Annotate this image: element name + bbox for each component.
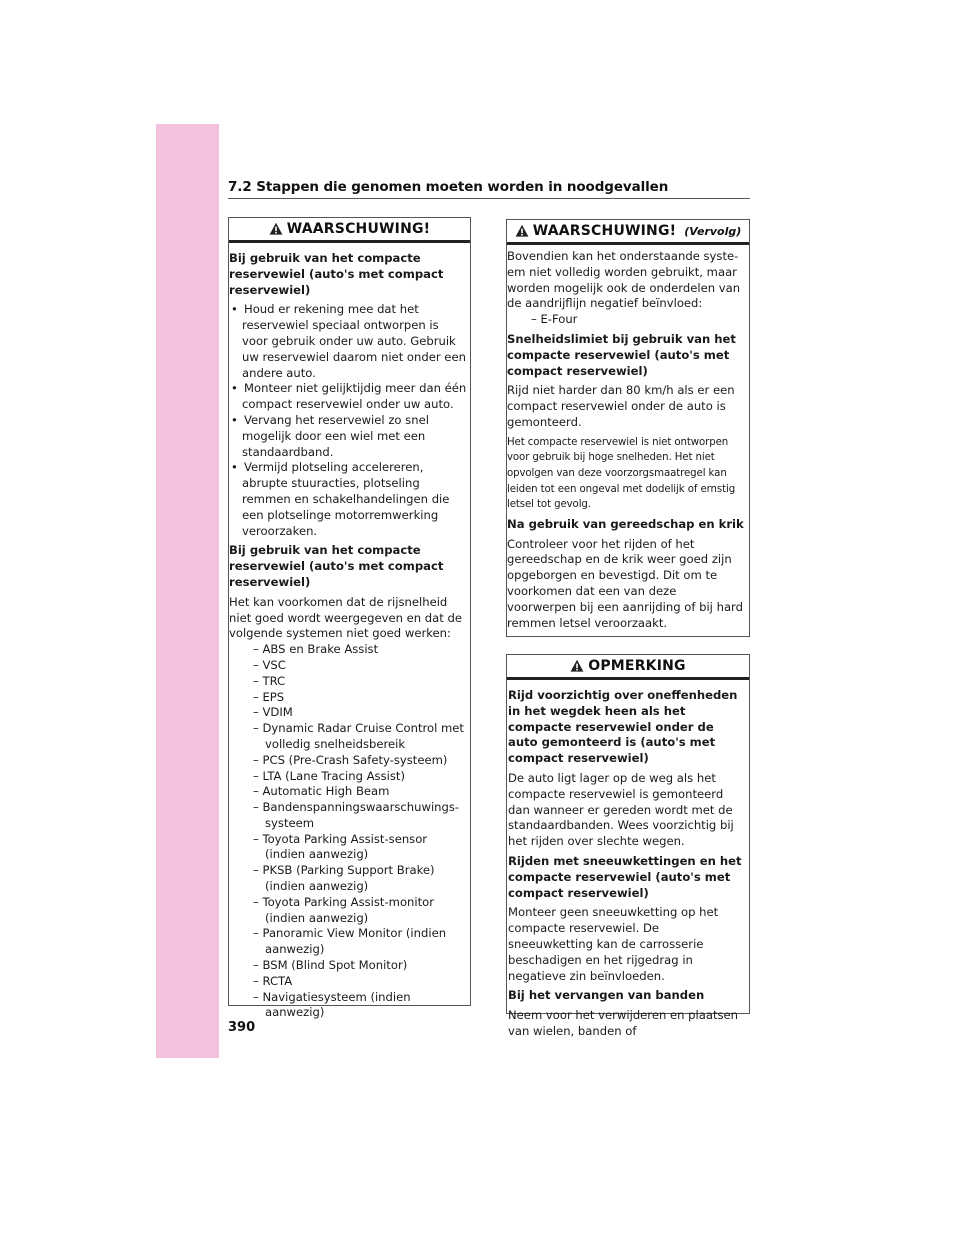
list-item: • Houd er rekening mee dat het reservewiel speciaal ontworpen is voor gebruik onder uw auto. Gebruik uw reservewiel daarom niet onder een andere auto. <box>229 302 468 381</box>
paragraph: Het kan voorkomen dat de rijsnelheid niet goed wordt weergegeven en dat de volgende systemen niet goed werken: <box>229 594 462 641</box>
section-title: 7.2 Stappen die genomen moeten worden in noodgevallen <box>228 179 669 195</box>
list-item: – VSC <box>253 657 286 672</box>
list-item: – VDIM <box>253 705 293 720</box>
note-paragraph: Het compacte reservewiel is niet ontworpen voor gebruik bij hoge snelheden. Het niet opvolgen van deze voorzorgsmaatregel kan leiden tot een ongeval met dodelijk of ernstig letsel tot gevolg. <box>507 436 736 511</box>
list-item: • Monteer niet gelijktijdig meer dan één compact reservewiel onder uw auto. <box>229 381 468 413</box>
notice-title: OPMERKING <box>588 658 686 674</box>
list-item: – ABS en Brake Assist <box>253 642 379 657</box>
warning-header <box>507 220 749 245</box>
list-item: – Toyota Parking Assist-sensor (indien aanwezig) <box>253 831 428 862</box>
paragraph: Neem voor het verwijderen en plaatsen van wielen, banden of <box>508 1008 739 1038</box>
section-heading: Na gebruik van gereedschap en krik <box>507 516 744 531</box>
list-item: • Vermijd plotseling accelereren, abrupte stuuracties, plotseling remmen en schakelhandelingen die een plotselinge motorremwerking veroorzaken. <box>229 460 468 539</box>
header-divider <box>228 198 750 199</box>
warning-box-continued <box>506 219 750 637</box>
paragraph: Bovendien kan het onderstaande syste-em niet volledig worden gebruikt, maar worden mogelijk ook de onderdelen van de aandrijflijn negatief beïnvloed: <box>507 249 741 311</box>
paragraph: De auto ligt lager op de weg als het compacte reservewiel is gemonteerd dan wanneer er gereden wordt met de standaardbanden. Wees voorzichtig bij het rijden over slechte wegen. <box>508 770 734 849</box>
warning-box <box>228 217 471 1020</box>
notice-header <box>507 655 749 680</box>
section-heading: Bij gebruik van het compacte reservewiel (auto's met compact reservewiel) <box>229 251 444 297</box>
warning-subtitle: (Vervolg) <box>684 224 742 238</box>
list-item: – LTA (Lane Tracing Assist) <box>253 768 405 783</box>
warning-title: WAARSCHUWING! <box>532 223 677 239</box>
section-heading: Snelheidslimiet bij gebruik van het compacte reservewiel (auto's met compact reservewiel) <box>507 331 736 378</box>
list-item: • Vervang het reservewiel zo snel mogelijk door een wiel met een standaardband. <box>229 413 468 460</box>
systems-list <box>507 312 749 328</box>
list-item: – RCTA <box>253 973 293 988</box>
list-item: – Toyota Parking Assist-monitor (indien aanwezig) <box>253 894 435 925</box>
list-item: – EPS <box>253 689 285 704</box>
side-tab <box>156 124 219 1058</box>
paragraph: Rijd niet harder dan 80 km/h als er een compact reservewiel onder de auto is gemonteerd. <box>507 383 735 429</box>
section-heading: Bij het vervangen van banden <box>508 988 705 1003</box>
page-number: 390 <box>228 1020 256 1035</box>
warning-icon <box>515 224 529 238</box>
list-item: – Navigatiesysteem (indien aanwezig) <box>253 989 411 1020</box>
list-item: – Panoramic View Monitor (indien aanwezig) <box>253 926 447 957</box>
list-item: – Bandenspanningswaarschuwings-systeem <box>253 800 460 830</box>
list-item: – PCS (Pre-Crash Safety-systeem) <box>253 752 448 767</box>
notice-icon <box>570 659 584 673</box>
list-item: – PKSB (Parking Support Brake) (indien aanwezig) <box>253 863 435 894</box>
list-item: – Automatic High Beam <box>253 784 390 799</box>
list-item: – Dynamic Radar Cruise Control met volledig snelheidsbereik <box>253 721 464 751</box>
warning-icon <box>269 222 283 236</box>
section-heading: Bij gebruik van het compacte reservewiel (auto's met compact reservewiel) <box>229 543 444 589</box>
list-item: – BSM (Blind Spot Monitor) <box>253 958 408 973</box>
list-item: – E-Four <box>531 312 578 327</box>
paragraph: Controleer voor het rijden of het gereedschap en de krik weer goed zijn opgeborgen en bevestigd. Dit om te voorkomen dat een van deze voorwerpen bij een aanrijding of bij hard remmen letsel veroorzaakt. <box>507 536 743 630</box>
section-heading: Rijden met sneeuwkettingen en het compacte reservewiel (auto's met compact reservewiel) <box>508 853 742 900</box>
section-heading: Rijd voorzichtig over oneffenheden in het wegdek heen als het compacte reservewiel onder de auto gemonteerd is (auto's met compact reservewiel) <box>508 688 738 766</box>
systems-list <box>229 642 468 1021</box>
paragraph: Monteer geen sneeuwketting op het compacte reservewiel. De sneeuwketting kan de carrosserie beschadigen en het rijgedrag in negatieve zin beïnvloeden. <box>508 905 719 983</box>
bullet-list <box>229 302 468 539</box>
notice-box <box>506 654 750 1038</box>
list-item: – TRC <box>253 673 286 688</box>
warning-title: WAARSCHUWING! <box>286 221 431 237</box>
warning-header <box>229 218 470 243</box>
